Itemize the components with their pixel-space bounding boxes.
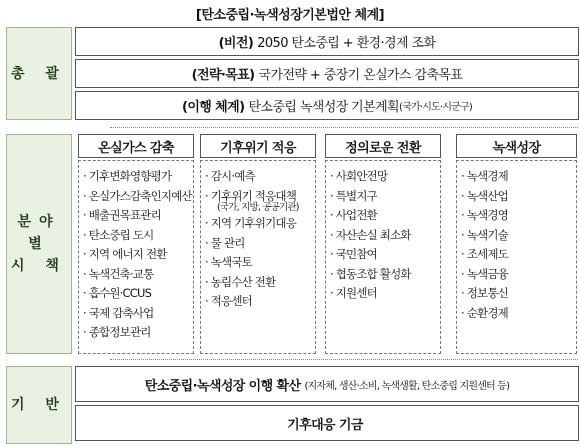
list-item: · 자산손실 최소화	[330, 227, 411, 242]
strategy-text: 국가전략 + 중장기 온실가스 감축목표	[258, 68, 463, 83]
section-fields-line2: 시 책	[11, 258, 67, 274]
list-item: · 정보통신	[461, 286, 508, 300]
list-item: · 온실가스감축인지예산	[83, 188, 192, 203]
list-item: · 국민참여	[330, 247, 377, 261]
list-item: · 농림수산 전환	[205, 274, 276, 289]
column-body-mitigation	[78, 160, 194, 354]
list-item: · 물 관리	[205, 235, 245, 250]
implementation-label: (이행 체계)	[182, 100, 245, 115]
list-item: · 녹색경영	[461, 208, 508, 222]
section-label-fields	[6, 134, 72, 354]
base-fund-label: 기후대응 기금	[287, 417, 363, 433]
list-item-subnote: (국가, 지방, 공공기관)	[217, 202, 299, 213]
list-item: · 녹색산업	[461, 188, 508, 203]
list-item: · 녹색기술	[461, 227, 508, 242]
column-body-just-transition	[325, 160, 441, 354]
strategy-label: (전략·목표)	[191, 68, 255, 83]
list-item: · 녹색경제	[461, 169, 508, 183]
section-overview-text: 총 괄	[11, 65, 67, 82]
implementation-row	[75, 91, 579, 120]
implementation-text: 탄소중립 녹색성장 기본계획	[248, 100, 400, 115]
column-header-just-transition: 정의로운 전환	[325, 134, 441, 158]
list-item: · 배출권목표관리	[83, 208, 161, 222]
column-body-adaptation	[200, 160, 316, 354]
list-item: · 기후위기 적응대책	[205, 188, 297, 203]
list-item: · 사회안전망	[330, 169, 388, 183]
base-row-fund	[75, 405, 579, 441]
list-item: · 조세제도	[461, 247, 508, 261]
section-label-base	[6, 366, 72, 444]
list-item: · 종합정보관리	[83, 325, 151, 339]
base-row-diffusion	[75, 366, 579, 402]
column-header-mitigation: 온실가스 감축	[78, 134, 194, 158]
strategy-row	[75, 59, 579, 88]
list-item: · 감시·예측	[205, 169, 255, 183]
separator-bottom	[110, 359, 578, 360]
list-item: · 녹색건축·교통	[83, 266, 154, 281]
diagram-title: [탄소중립·녹색성장기본법안 체계]	[195, 8, 385, 23]
section-label-overview	[6, 27, 72, 120]
section-base-text: 기 반	[11, 397, 67, 413]
vision-label: (비전)	[218, 36, 254, 51]
list-item: · 녹색국토	[205, 255, 252, 269]
list-item: · 기후변화영향평가	[83, 169, 172, 183]
list-item: · 흡수원·CCUS	[83, 286, 152, 300]
implementation-note: (국가·시도·시군구)	[399, 102, 472, 113]
list-item: · 지역 기후위기대응	[205, 216, 297, 230]
list-item: · 지역 에너지 전환	[83, 247, 167, 261]
column-header-green-growth: 녹색성장	[456, 134, 577, 158]
list-item: · 국제 감축사업	[83, 305, 154, 320]
list-item: · 협동조합 활성화	[330, 266, 411, 281]
section-fields-line1: 분야별	[17, 214, 61, 252]
list-item: · 특별지구	[330, 188, 377, 203]
column-body-green-growth	[456, 160, 577, 354]
list-item: · 녹색금융	[461, 266, 508, 281]
list-item: · 탄소중립 도시	[83, 227, 154, 242]
vision-row	[75, 27, 579, 56]
list-item: · 지원센터	[330, 286, 377, 300]
base-diffusion-label: 탄소중립·녹색성장 이행 확산	[144, 378, 301, 394]
separator-top	[110, 127, 578, 128]
base-diffusion-note: (지자체, 생산·소비, 녹색생활, 탄소중립 지원센터 등)	[304, 380, 510, 392]
list-item: · 사업전환	[330, 208, 377, 222]
vision-text: 2050 탄소중립 + 환경·경제 조화	[257, 36, 436, 51]
list-item: · 순환경제	[461, 305, 508, 320]
list-item: · 적응센터	[205, 294, 252, 308]
column-header-adaptation: 기후위기 적응	[200, 134, 316, 158]
